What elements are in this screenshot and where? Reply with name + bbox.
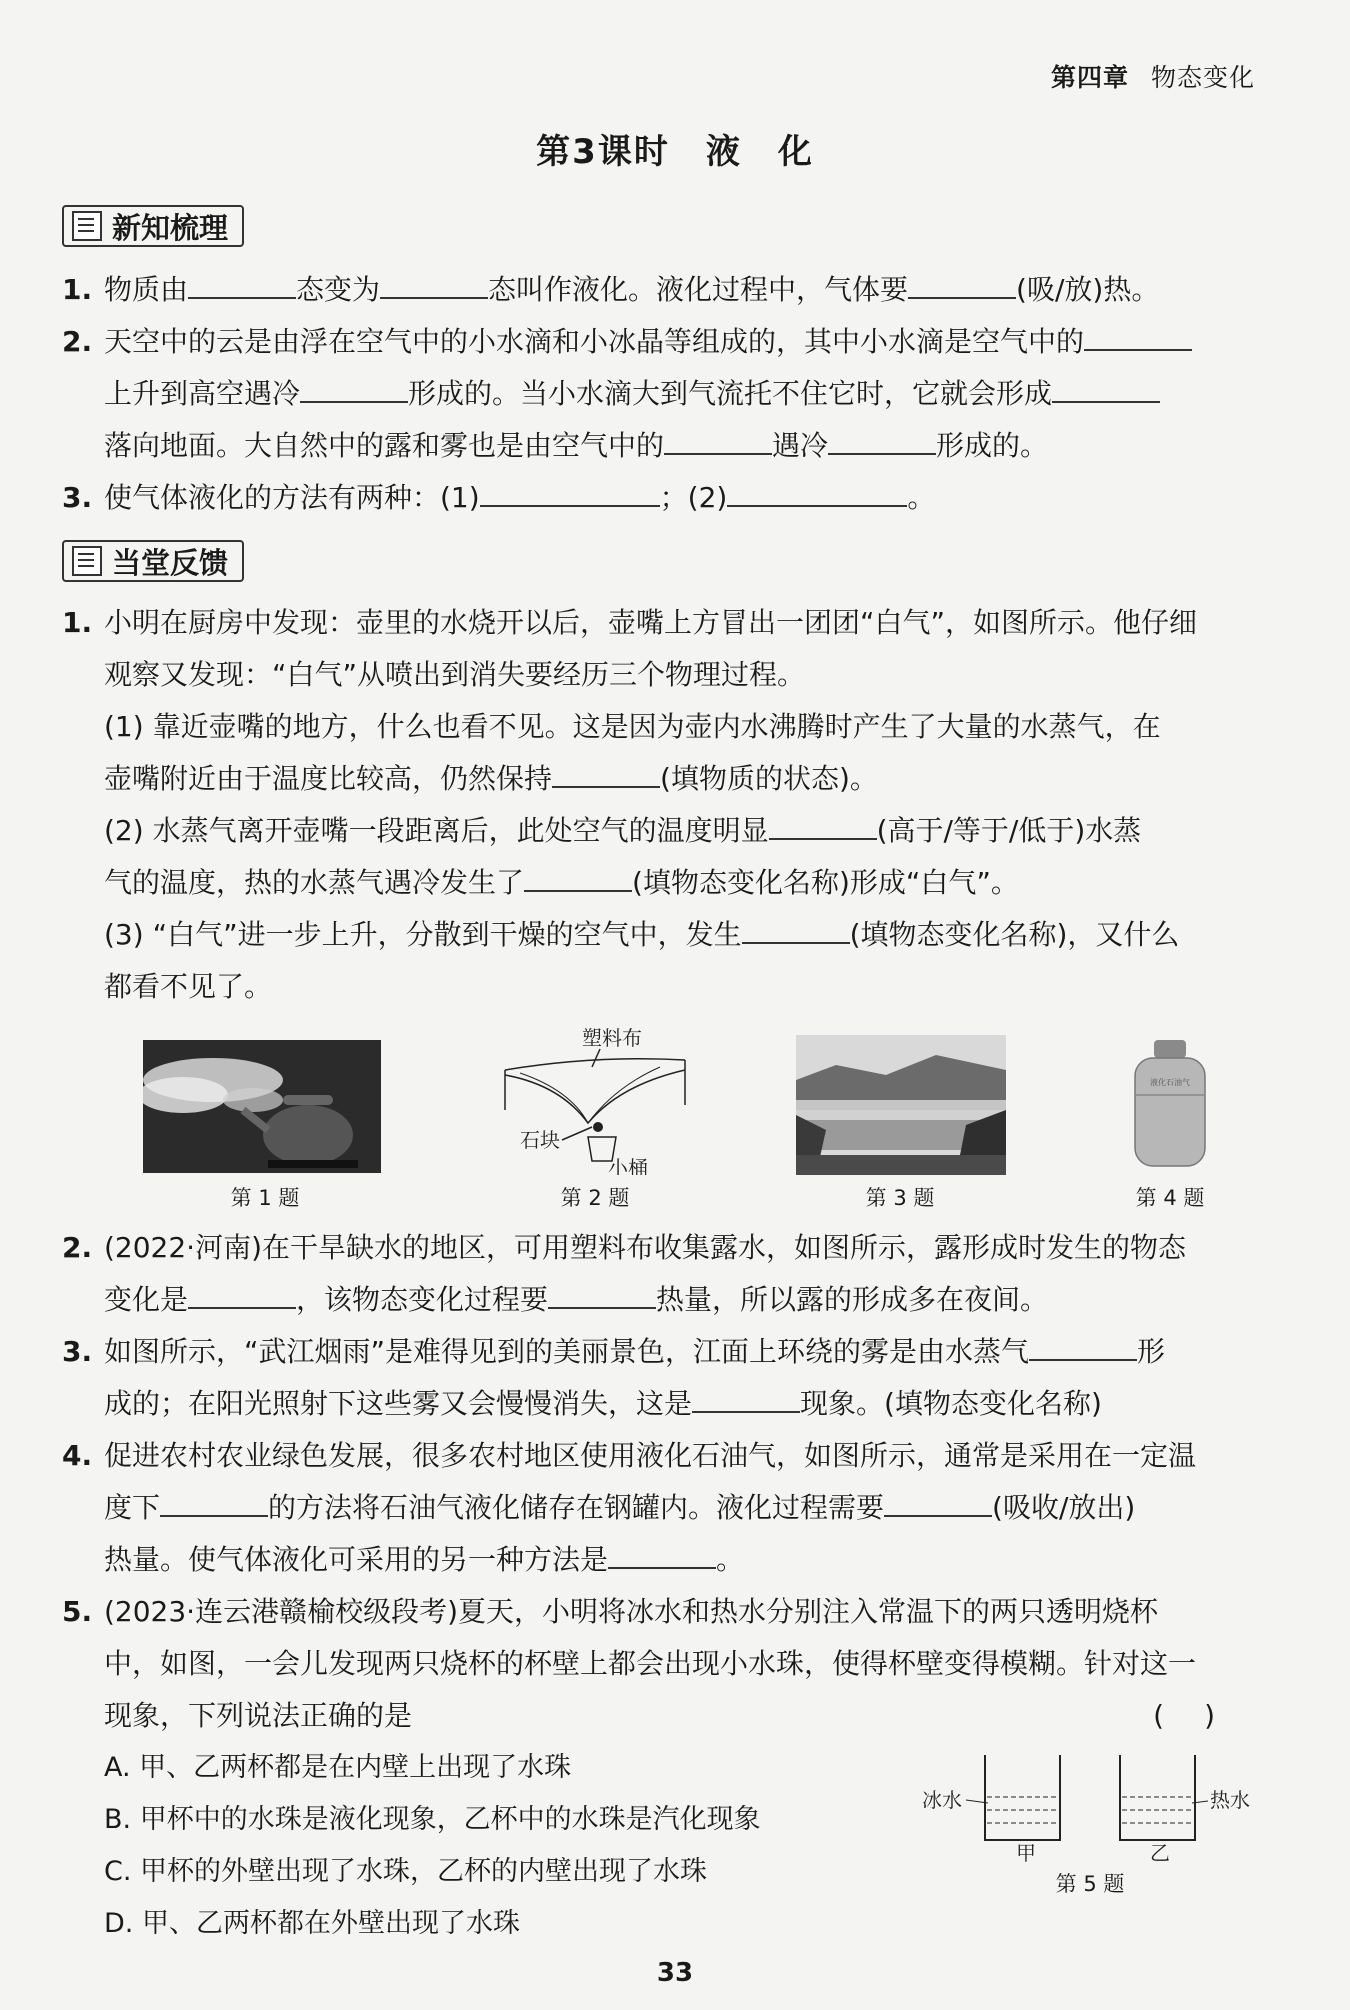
- pencil-icon: [72, 546, 102, 576]
- feedback-q5-line3: 现象，下列说法正确的是: [104, 1699, 413, 1732]
- label-stone: 石块: [520, 1128, 560, 1152]
- lpg-tank-image: [1130, 1040, 1210, 1170]
- feedback-q3-line2: 成的；在阳光照射下这些雾又会慢慢消失，这是 现象。(填物态变化名称): [104, 1387, 1102, 1420]
- dew-collector-diagram: [500, 1025, 690, 1175]
- label-bucket: 小桶: [608, 1156, 648, 1175]
- knowledge-q3: 使气体液化的方法有两种：(1) ；(2) 。: [104, 481, 936, 514]
- caption-fig1: 第 1 题: [230, 1186, 300, 1210]
- knowledge-q2-line2: 上升到高空遇冷 形成的。当小水滴大到气流托不住它时，它就会形成: [104, 374, 1254, 414]
- question-number: 1.: [62, 273, 93, 306]
- label-cup-b: 乙: [1150, 1841, 1170, 1865]
- feedback-q4-line1: 促进农村农业绿色发展，很多农村地区使用液化石油气，如图所示，通常是采用在一定温: [104, 1439, 1197, 1472]
- option-d[interactable]: D. 甲、乙两杯都在外壁出现了水珠: [104, 1908, 520, 1939]
- feedback-q1-line7: (3) “白气”进一步上升，分散到干燥的空气中，发生 (填物态变化名称)，又什么: [104, 918, 1180, 951]
- knowledge-q2-line1: 天空中的云是由浮在空气中的小水滴和小冰晶等组成的，其中小水滴是空气中的: [104, 322, 1254, 362]
- blank[interactable]: [1052, 375, 1160, 403]
- option-b[interactable]: B. 甲杯中的水珠是液化现象，乙杯中的水珠是汽化现象: [104, 1804, 761, 1835]
- feedback-q1-line4: 壶嘴附近由于温度比较高，仍然保持 (填物质的状态)。: [104, 762, 878, 795]
- kettle-steam-photo: [143, 1040, 381, 1173]
- book-icon: [72, 211, 102, 241]
- blank[interactable]: [908, 271, 1016, 299]
- beakers-diagram: [920, 1745, 1265, 1865]
- blank[interactable]: [552, 760, 660, 788]
- feedback-q1-line5: (2) 水蒸气离开壶嘴一段距离后，此处空气的温度明显 (高于/等于/低于)水蒸: [104, 814, 1142, 847]
- caption-fig3: 第 3 题: [865, 1186, 935, 1210]
- feedback-q5-line2: 中，如图，一会儿发现两只烧杯的杯壁上都会出现小水珠，使得杯壁变得模糊。针对这一: [104, 1647, 1197, 1680]
- blank[interactable]: [300, 375, 408, 403]
- question-number: 1.: [62, 606, 93, 639]
- blank[interactable]: [692, 1385, 800, 1413]
- label-cup-a: 甲: [1016, 1841, 1036, 1865]
- knowledge-q1: 物质由 态变为 态叫作液化。液化过程中，气体要 (吸/放)热。: [104, 273, 1160, 306]
- question-number: 3.: [62, 1335, 93, 1368]
- feedback-q1-line1: 小明在厨房中发现：壶里的水烧开以后，壶嘴上方冒出一团团“白气”，如图所示。他仔细: [104, 606, 1198, 639]
- blank[interactable]: [742, 916, 850, 944]
- chapter-number: 第四章: [1050, 63, 1129, 92]
- feedback-q4-line3: 热量。使气体液化可采用的另一种方法是 。: [104, 1543, 745, 1576]
- caption-fig4: 第 4 题: [1135, 1186, 1205, 1210]
- option-a[interactable]: A. 甲、乙两杯都是在内壁上出现了水珠: [104, 1752, 572, 1783]
- caption-fig5: 第 5 题: [1055, 1872, 1125, 1896]
- section-feedback: 当堂反馈: [62, 540, 244, 582]
- blank[interactable]: [884, 1489, 992, 1517]
- blank[interactable]: [480, 479, 660, 507]
- section-new-knowledge: 新知梳理: [62, 205, 244, 247]
- option-c[interactable]: C. 甲杯的外壁出现了水珠，乙杯的内壁出现了水珠: [104, 1856, 708, 1887]
- label-ice-water: 冰水: [922, 1788, 962, 1812]
- question-number: 5.: [62, 1595, 93, 1628]
- blank[interactable]: [524, 864, 632, 892]
- blank[interactable]: [1084, 323, 1192, 351]
- question-number: 4.: [62, 1439, 93, 1472]
- feedback-q1-line2: 观察又发现：“白气”从喷出到消失要经历三个物理过程。: [104, 658, 806, 691]
- blank[interactable]: [664, 427, 772, 455]
- label-cloth: 塑料布: [582, 1026, 642, 1050]
- lesson-title: 第3课时 液 化: [536, 132, 814, 172]
- question-number: 2.: [62, 1231, 93, 1264]
- blank[interactable]: [188, 1281, 296, 1309]
- feedback-q2-line1: (2022·河南)在干旱缺水的地区，可用塑料布收集露水，如图所示，露形成时发生的物态: [104, 1231, 1187, 1264]
- blank[interactable]: [608, 1541, 716, 1569]
- question-number: 2.: [62, 325, 93, 358]
- blank[interactable]: [548, 1281, 656, 1309]
- page-number: 33: [656, 1958, 694, 1988]
- chapter-header: [1051, 58, 1255, 94]
- river-fog-photo: [796, 1035, 1006, 1175]
- blank[interactable]: [160, 1489, 268, 1517]
- knowledge-q2-line3: 落向地面。大自然中的露和雾也是由空气中的 遇冷 形成的。: [104, 429, 1049, 462]
- chapter-topic: 物态变化: [1150, 63, 1255, 92]
- feedback-q1-line8: 都看不见了。: [104, 970, 273, 1003]
- feedback-q2-line2: 变化是 ，该物态变化过程要 热量，所以露的形成多在夜间。: [104, 1283, 1049, 1316]
- blank[interactable]: [1029, 1333, 1137, 1361]
- caption-fig2: 第 2 题: [560, 1186, 630, 1210]
- label-hot-water: 热水: [1210, 1788, 1250, 1812]
- blank[interactable]: [727, 479, 907, 507]
- feedback-q5-line1: (2023·连云港赣榆校级段考)夏天，小明将冰水和热水分别注入常温下的两只透明烧杯: [104, 1595, 1159, 1628]
- question-number: 3.: [62, 481, 93, 514]
- feedback-q1-line6: 气的温度，热的水蒸气遇冷发生了 (填物态变化名称)形成“白气”。: [104, 866, 1019, 899]
- tank-label: 液化石油气: [1150, 1078, 1190, 1087]
- blank[interactable]: [380, 271, 488, 299]
- feedback-q4-line2: 度下 的方法将石油气液化储存在钢罐内。液化过程需要 (吸收/放出): [104, 1491, 1136, 1524]
- blank[interactable]: [769, 812, 877, 840]
- feedback-q3-line1: 如图所示，“武江烟雨”是难得见到的美丽景色，江面上环绕的雾是由水蒸气 形: [104, 1335, 1166, 1368]
- feedback-q1-line3: (1) 靠近壶嘴的地方，什么也看不见。这是因为壶内水沸腾时产生了大量的水蒸气，在: [104, 710, 1161, 743]
- blank[interactable]: [828, 427, 936, 455]
- answer-parentheses[interactable]: (): [1153, 1699, 1255, 1732]
- blank[interactable]: [188, 271, 296, 299]
